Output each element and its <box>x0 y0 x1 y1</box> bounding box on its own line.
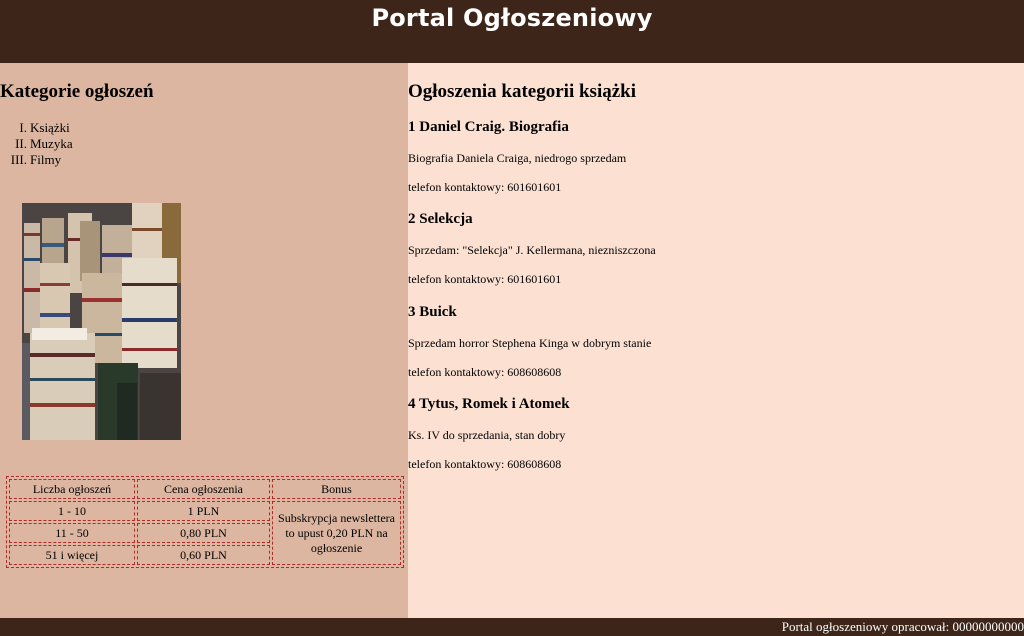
ad-title: 3 Buick <box>408 304 457 320</box>
ad-phone: telefon kontaktowy: 608608608 <box>408 457 562 471</box>
table-cell: 0,80 PLN <box>137 523 270 543</box>
ad-description: Sprzedam horror Stephena Kinga w dobrym stanie <box>408 336 652 350</box>
ad-item <box>408 211 1008 286</box>
main-heading: Ogłoszenia kategorii książki <box>408 81 636 102</box>
table-header-row <box>9 479 401 499</box>
category-list <box>0 120 73 168</box>
column-header: Liczba ogłoszeń <box>9 479 135 499</box>
page-header <box>0 0 1024 63</box>
ad-phone: telefon kontaktowy: 601601601 <box>408 272 562 286</box>
ad-item <box>408 304 1008 379</box>
page-title: Portal Ogłoszeniowy <box>371 4 653 32</box>
category-item-books[interactable] <box>0 120 73 136</box>
price-table <box>6 476 404 568</box>
ad-title: 1 Daniel Craig. Biografia <box>408 119 569 135</box>
category-number: III. <box>10 152 27 167</box>
category-label: Książki <box>30 120 70 135</box>
category-item-films[interactable] <box>0 152 73 168</box>
table-row <box>9 501 401 521</box>
ad-title: 4 Tytus, Romek i Atomek <box>408 396 570 412</box>
main-content <box>408 63 1024 618</box>
left-panel <box>0 63 408 618</box>
books-photo <box>22 203 181 440</box>
footer-text: Portal ogłoszeniowy opracował: 00000000000 <box>781 619 1024 634</box>
column-header: Cena ogłoszenia <box>137 479 270 499</box>
table-cell: 11 - 50 <box>9 523 135 543</box>
bonus-cell: Subskrypcja newslettera to upust 0,20 PLN na ogłoszenie <box>272 501 401 565</box>
category-number: II. <box>15 136 27 151</box>
ad-description: Biografia Daniela Craiga, niedrogo sprzedam <box>408 151 627 165</box>
table-cell: 1 PLN <box>137 501 270 521</box>
categories-heading: Kategorie ogłoszeń <box>0 81 154 102</box>
page-footer <box>0 618 1024 636</box>
ad-phone: telefon kontaktowy: 601601601 <box>408 180 562 194</box>
category-label: Muzyka <box>30 136 73 151</box>
category-number: I. <box>19 120 27 135</box>
ad-description: Sprzedam: "Selekcja" J. Kellermana, niezniszczona <box>408 243 656 257</box>
category-label: Filmy <box>30 152 62 167</box>
ad-title: 2 Selekcja <box>408 211 473 227</box>
column-header: Bonus <box>272 479 401 499</box>
category-item-music[interactable] <box>0 136 73 152</box>
ad-item <box>408 119 1008 194</box>
ad-item <box>408 396 1008 471</box>
table-cell: 0,60 PLN <box>137 545 270 565</box>
table-cell: 1 - 10 <box>9 501 135 521</box>
ad-description: Ks. IV do sprzedania, stan dobry <box>408 428 566 442</box>
ad-phone: telefon kontaktowy: 608608608 <box>408 365 562 379</box>
table-cell: 51 i więcej <box>9 545 135 565</box>
